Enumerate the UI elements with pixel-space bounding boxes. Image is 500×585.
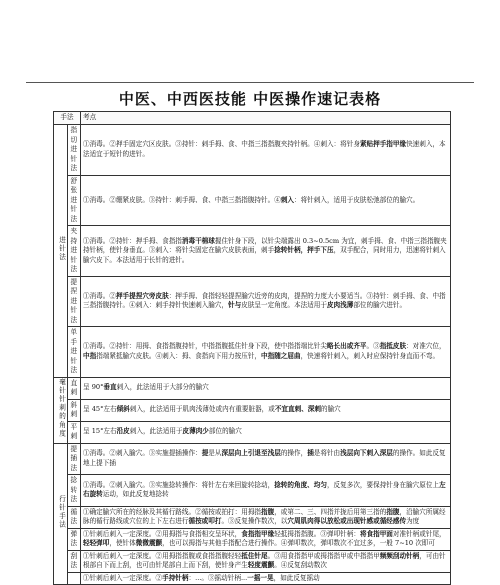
- method-cell: 指切进针法: [67, 125, 81, 176]
- header-points: 考点: [81, 112, 451, 125]
- method-cell: 弹法: [67, 528, 81, 550]
- points-cell: ①确定腧穴所在的经脉及其循行路线。②循按或拍打：用拇指指腹，或第二、三、四指并拢后用第三指的指腹，沿腧穴所属经脉的循行路线或穴位的上下左右进行循按或叩打。③反复操作数次，以穴周肌肉得以放松或出现针感或循经感传为度: [81, 506, 451, 528]
- method-cell: 单手进针法: [67, 327, 81, 378]
- top-rule: [26, 82, 474, 83]
- method-cell: 捻转法: [67, 475, 81, 507]
- points-cell: 呈 90°垂直刺入，此法适用于大部分的腧穴: [81, 377, 451, 399]
- table-row: [54, 226, 451, 277]
- table-row: [54, 399, 451, 421]
- method-cell: 平刺: [67, 421, 81, 443]
- method-cell: [67, 572, 81, 585]
- table-row: [54, 327, 451, 378]
- category-cell: 进针法: [54, 125, 68, 378]
- method-cell: 提插法: [67, 443, 81, 475]
- method-cell: 舒张进针法: [67, 175, 81, 226]
- points-cell: ①针刺后刺入一定深度。②用拇指与食指相交呈环状，食指指甲缘轻抵拇指指腹。③弹叩针柄：将食指甲面对准针柄或针尾，轻轻弹叩，使针体微微震颤，也可以拇指与其他手指配合进行操作。④弹叩数次，弹叩数次不宜过多，一般 7~10 次即可: [81, 528, 451, 550]
- table-row: [54, 377, 451, 399]
- points-cell: 呈 45°左右倾斜刺入，此法适用于肌肉浅薄处或内有重要脏器，或不宜直刺、深刺的腧穴: [81, 399, 451, 421]
- points-cell: ①消毒。②押手固定穴区皮肤。③持针：刺手拇、食、中指三指指腹夹持针柄。④刺入：将针身紧贴押手指甲缘快速刺入，本法适宜于短针的进针。: [81, 125, 451, 176]
- points-cell: ①消毒。②刺入腧穴。③实施提插操作：提是从深层向上引退至浅层的操作，插是将针由浅层向下刺入深层的操作。如此反复地上提下插: [81, 443, 451, 475]
- points-cell: ①消毒。②绷紧皮肤。③持针：刺手拇、食、中指三指指腹持针。④刺入：将针刺入，适用于皮肤松弛部位的腧穴。: [81, 175, 451, 226]
- table-row: [54, 528, 451, 550]
- method-cell: 提捏进针法: [67, 276, 81, 327]
- points-cell: ①消毒。②押手提捏穴旁皮肤：押手拇、食指轻轻提捏腧穴近旁的皮肉，提捏的力度大小要适当。③持针：刺手拇、食、中指三指指腹持针。④刺入：刺手持针快速刺入腧穴，针与皮肤呈一定角度。本法适用于皮肉浅薄部位的腧穴进针。: [81, 276, 451, 327]
- table-row: [54, 475, 451, 507]
- table-row: [54, 506, 451, 528]
- table-row: [54, 175, 451, 226]
- table-row: [54, 125, 451, 176]
- technique-table: [53, 111, 451, 585]
- header-method: 手法: [54, 112, 81, 125]
- points-cell: 呈 15°左右沿皮刺入，此法适用于皮薄肉少部位的腧穴: [81, 421, 451, 443]
- method-cell: 斜刺: [67, 399, 81, 421]
- points-cell: ①消毒。②持针：押手拇、食指指消毒干棉球握住针身下段，以针尖端露出 0.3~0.5cm 为宜，刺手拇、食、中指三指指腹夹持针柄，使针身垂直。③刺入：将针尖固定在腧穴皮肤表面，刺手捻转针柄，押手下压，双手配合，同时用力，迅速将针刺入腧穴皮下。本法适用于长针的进针。: [81, 226, 451, 277]
- points-cell: ①消毒。②刺入腧穴。③实施捻转操作：将针左右来回旋转捻动，捻转的角度、均匀，反复多次，要保持针身在腧穴原位上左右旋转运动，如此反复地捻转: [81, 475, 451, 507]
- points-cell: ①消毒。②持针：用拇、食指指腹持针，中指指腹抵住针身下段，使中指指端比针尖略长出或齐平。③指抵皮肤：对准穴位，中指指端紧抵腧穴皮肤。④刺入：拇、食指向下用力按压针，中指随之屈曲，快速将针刺入，刺入时应保持针身直而不弯。: [81, 327, 451, 378]
- category-cell: 行针手法: [54, 443, 68, 585]
- method-cell: 循法: [67, 506, 81, 528]
- points-cell: ①针刺后刺入一定深度。②用拇指指腹或食指指腹轻轻抵住针尾。③用食指指甲或拇指指甲或中指指甲频频刮动针柄，可由针根部自下而上刮，也可由针尾部自上而下刮，使针身产生轻度震颤。④反复刮动数次: [81, 550, 451, 572]
- points-cell: ①针刺后刺入一定深度。②手持针柄：...。③摇动针柄...一摇一晃，如此反复摇动: [81, 572, 451, 585]
- method-cell: 刮法: [67, 550, 81, 572]
- table-header-row: [54, 112, 451, 125]
- page-title: 中医、中西医技能 中医操作速记表格: [118, 90, 382, 108]
- table-row: [54, 421, 451, 443]
- category-cell: 毫针针刺的角度: [54, 377, 68, 443]
- method-cell: 直刺: [67, 377, 81, 399]
- method-cell: 夹持进针法: [67, 226, 81, 277]
- table-row: [54, 550, 451, 572]
- table-row: [54, 276, 451, 327]
- table-row-cut: [54, 572, 451, 585]
- table-row: [54, 443, 451, 475]
